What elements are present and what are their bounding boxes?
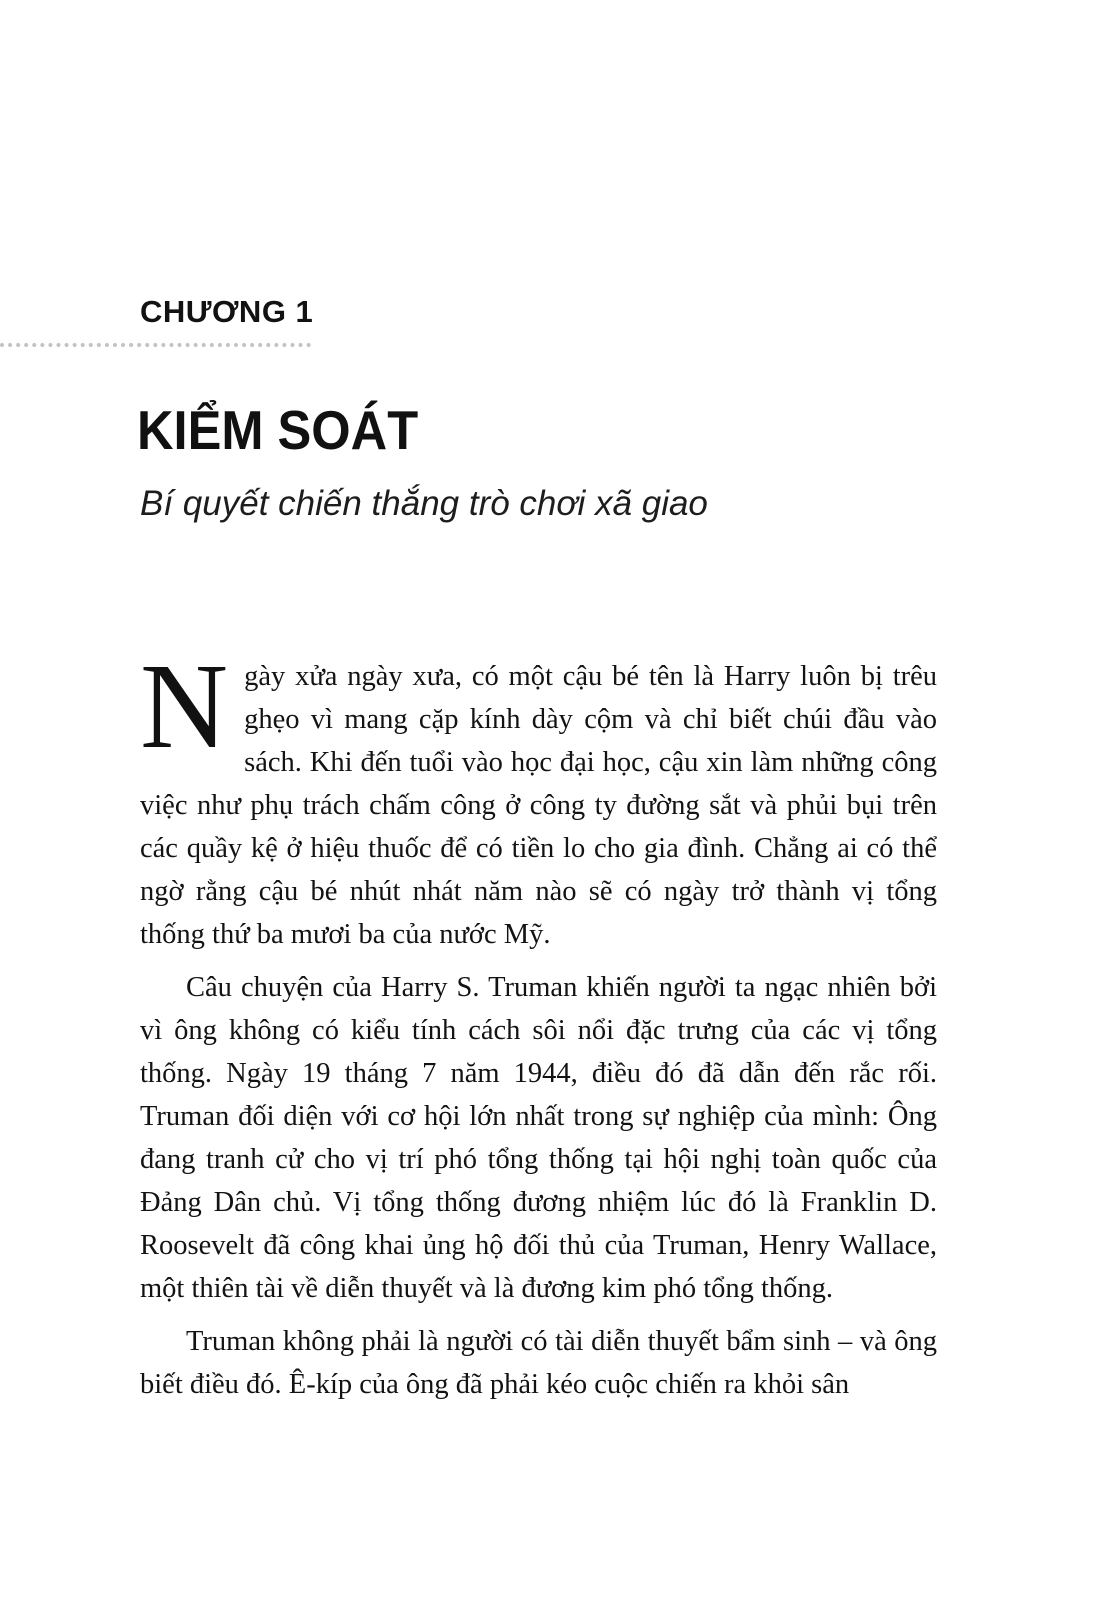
paragraph: [140, 639, 937, 956]
body-text: [140, 639, 937, 1406]
paragraph-text: Truman không phải là người có tài diễn thuyết bẩm sinh – và ông biết điều đó. Ê-kíp của ông đã phải kéo cuộc chiến ra khỏi sân: [140, 1326, 937, 1400]
paragraph-text: gày xửa ngày xưa, có một cậu bé tên là Harry luôn bị trêu ghẹo vì mang cặp kính dày cộm và chỉ biết chúi đầu vào sách. Khi đến tuổi vào học đại học, cậu xin làm những công việc như phụ trách chấm công ở công ty đường sắt và phủi bụi trên các quầy kệ ở hiệu thuốc để có tiền lo cho gia đình. Chẳng ai có thể ngờ rằng cậu bé nhút nhát năm nào sẽ có ngày trở thành vị tổng thống thứ ba mươi ba của nước Mỹ.: [140, 661, 937, 950]
paragraph: [140, 1320, 937, 1406]
page-subtitle: Bí quyết chiến thắng trò chơi xã giao: [140, 484, 708, 523]
chapter-label: CHƯƠNG 1: [140, 294, 314, 329]
drop-cap: N: [140, 639, 229, 774]
paragraph: [140, 966, 937, 1310]
paragraph-text: Câu chuyện của Harry S. Truman khiến người ta ngạc nhiên bởi vì ông không có kiểu tính cách sôi nổi đặc trưng của các vị tổng thống. Ngày 19 tháng 7 năm 1944, điều đó đã dẫn đến rắc rối. Truman đối diện với cơ hội lớn nhất trong sự nghiệp của mình: Ông đang tranh cử cho vị trí phó tổng thống tại hội nghị toàn quốc của Đảng Dân chủ. Vị tổng thống đương nhiệm lúc đó là Franklin D. Roosevelt đã công khai ủng hộ đối thủ của Truman, Henry Wallace, một thiên tài về diễn thuyết và là đương kim phó tổng thống.: [140, 972, 937, 1304]
page-title: KIỂM SOÁT: [137, 399, 419, 461]
chapter-divider-dotted-rule: [0, 343, 311, 347]
